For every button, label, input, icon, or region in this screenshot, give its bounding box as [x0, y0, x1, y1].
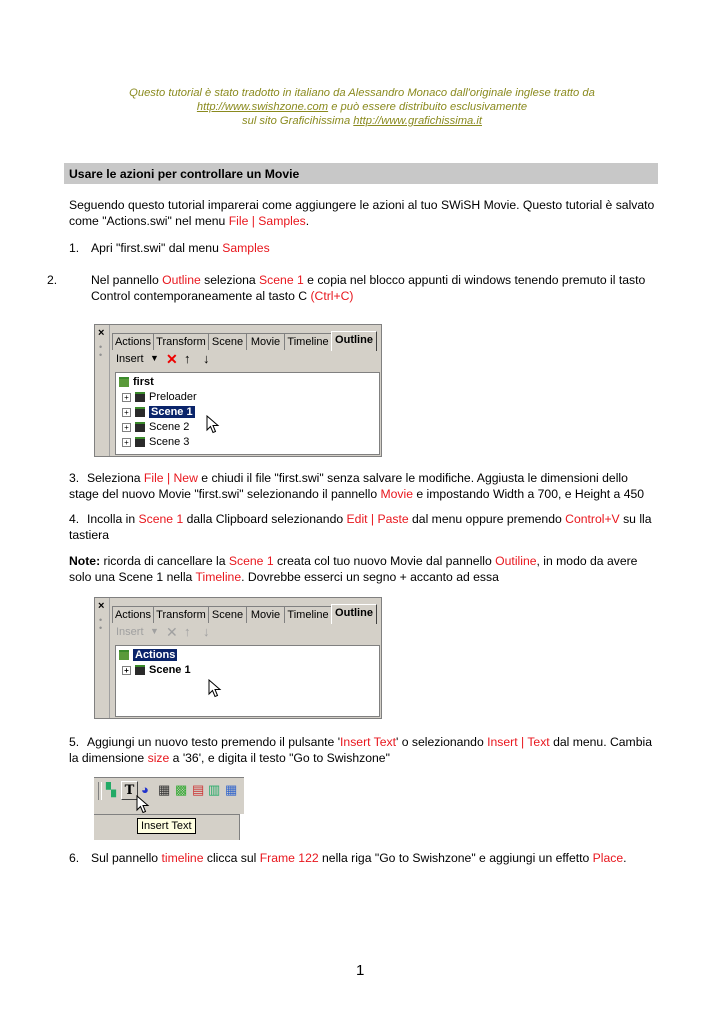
- mouse-cursor-icon: [208, 679, 222, 699]
- move-down-icon[interactable]: ↓: [203, 351, 210, 366]
- movie-icon: [119, 377, 129, 387]
- tab-movie[interactable]: Movie: [246, 333, 285, 350]
- tab-scene[interactable]: Scene: [208, 606, 247, 623]
- credit-line-3: sul sito Graficihissima: [242, 115, 354, 127]
- insert-text-icon[interactable]: T: [121, 781, 138, 800]
- insert-button[interactable]: Insert: [116, 626, 144, 638]
- tab-transform[interactable]: Transform: [153, 333, 209, 350]
- close-icon[interactable]: ×: [98, 327, 105, 339]
- insert-effect-icon[interactable]: ▥: [208, 782, 221, 797]
- insert-image-icon[interactable]: ▩: [175, 782, 188, 797]
- insert-button[interactable]: Insert: [116, 353, 144, 365]
- tab-timeline[interactable]: Timeline: [284, 606, 332, 623]
- page-number: 1: [356, 962, 365, 979]
- tab-outline[interactable]: Outline: [331, 604, 377, 624]
- move-up-icon[interactable]: ↑: [184, 624, 191, 639]
- tree-item-preloader[interactable]: + Preloader: [122, 391, 197, 404]
- translation-credit: [60, 86, 664, 128]
- outline-tree: [115, 372, 380, 455]
- note-paragraph: Note: ricorda di cancellare la Scene 1 creata col tuo nuovo Movie dal pannello Outiline, in modo da avere solo una Scene 1 nella Timeline. Dovrebbe esserci un segno + accanto ad essa: [69, 554, 638, 584]
- tab-scene[interactable]: Scene: [208, 333, 247, 350]
- mouse-cursor-icon: [206, 415, 220, 435]
- scene-icon: [135, 437, 145, 447]
- tree-item-scene-1[interactable]: + Scene 1: [122, 406, 195, 419]
- move-down-icon[interactable]: ↓: [203, 624, 210, 639]
- insert-movie-clip-icon[interactable]: ▚: [106, 782, 116, 797]
- insert-text-tooltip: Insert Text: [137, 818, 196, 834]
- step-6: 6. Sul pannello timeline clicca sul Frame 122 nella riga "Go to Swishzone" e aggiungi un effetto Place.: [69, 851, 627, 865]
- credit-line-2: e può essere distribuito esclusivamente: [328, 101, 528, 113]
- tree-root-actions[interactable]: Actions: [119, 649, 177, 662]
- grafichissima-link[interactable]: http://www.grafichissima.it: [353, 115, 482, 127]
- step-3: 3. Seleziona File | New e chiudi il file "first.swi" senza salvare le modifiche. Aggiusta le dimensioni dello stage del nuovo Movie "first.swi" selezionando il pannello Movie e impostando Width a 700, e Height a 450: [69, 471, 645, 501]
- scene-icon: [135, 407, 145, 417]
- step-5: 5. Aggiungi un nuovo testo premendo il pulsante 'Insert Text' o selezionando Insert | Text dal menu. Cambia la dimensione size a '36', e digita il testo "Go to Swishzone": [69, 735, 652, 765]
- tab-movie[interactable]: Movie: [246, 606, 285, 623]
- step-1: 1. Apri "first.swi" dal menu Samples: [69, 241, 270, 255]
- move-up-icon[interactable]: ↑: [184, 351, 191, 366]
- insert-button-icon[interactable]: ◕: [141, 782, 149, 797]
- section-title: Usare le azioni per controllare un Movie: [69, 167, 300, 181]
- outline-panel-screenshot-1: × • • Actions Transform Scene Movie Timeline Outline Insert ▼ ✕ ↑ ↓ first + Preloader + Scene 1 + Scene 2 + Scene 3: [94, 324, 382, 457]
- dropdown-arrow-icon[interactable]: ▼: [150, 626, 159, 636]
- scene-icon: [135, 665, 145, 675]
- tab-outline[interactable]: Outline: [331, 331, 377, 351]
- swishzone-link[interactable]: http://www.swishzone.com: [196, 101, 329, 113]
- delete-icon[interactable]: ✕: [166, 624, 178, 640]
- tree-item-scene-2[interactable]: + Scene 2: [122, 421, 189, 434]
- insert-shape-icon[interactable]: ▤: [192, 782, 205, 797]
- movie-icon: [119, 650, 129, 660]
- step-4: 4. Incolla in Scene 1 dalla Clipboard selezionando Edit | Paste dal menu oppure premendo Control+V su lla tastiera: [69, 512, 652, 542]
- outline-panel-screenshot-2: × • • Actions Transform Scene Movie Timeline Outline Insert ▼ ✕ ↑ ↓ Actions + Scene 1: [94, 597, 382, 719]
- step-2: 2. Nel pannello Outline seleziona Scene 1 e copia nel blocco appunti di windows tenendo premuto il tasto Control contemporaneamente al tasto C (Ctrl+C): [47, 273, 646, 303]
- insert-toolbar-screenshot: [94, 777, 244, 840]
- tab-actions[interactable]: Actions: [112, 333, 154, 350]
- insert-scene-icon[interactable]: ▦: [225, 782, 238, 797]
- tree-item-scene-3[interactable]: + Scene 3: [122, 436, 189, 449]
- tab-timeline[interactable]: Timeline: [284, 333, 332, 350]
- credit-line-1: Questo tutorial è stato tradotto in italiano da Alessandro Monaco dall'originale inglese tratto da: [129, 87, 595, 99]
- outline-tree: [115, 645, 380, 717]
- section-header: [64, 163, 658, 184]
- tree-item-scene-1[interactable]: + Scene 1: [122, 664, 191, 677]
- tab-transform[interactable]: Transform: [153, 606, 209, 623]
- insert-sound-icon[interactable]: ▦: [158, 782, 171, 797]
- dropdown-arrow-icon[interactable]: ▼: [150, 353, 159, 363]
- delete-icon[interactable]: ✕: [166, 351, 178, 367]
- mouse-cursor-icon: [136, 795, 150, 815]
- intro-paragraph: Seguendo questo tutorial imparerai come aggiungere le azioni al tuo SWiSH Movie. Questo tutorial è salvato come "Actions.swi" nel menu File | Samples.: [69, 198, 655, 228]
- scene-icon: [135, 422, 145, 432]
- close-icon[interactable]: ×: [98, 600, 105, 612]
- tab-actions[interactable]: Actions: [112, 606, 154, 623]
- tree-root-first[interactable]: first: [119, 376, 154, 389]
- scene-icon: [135, 392, 145, 402]
